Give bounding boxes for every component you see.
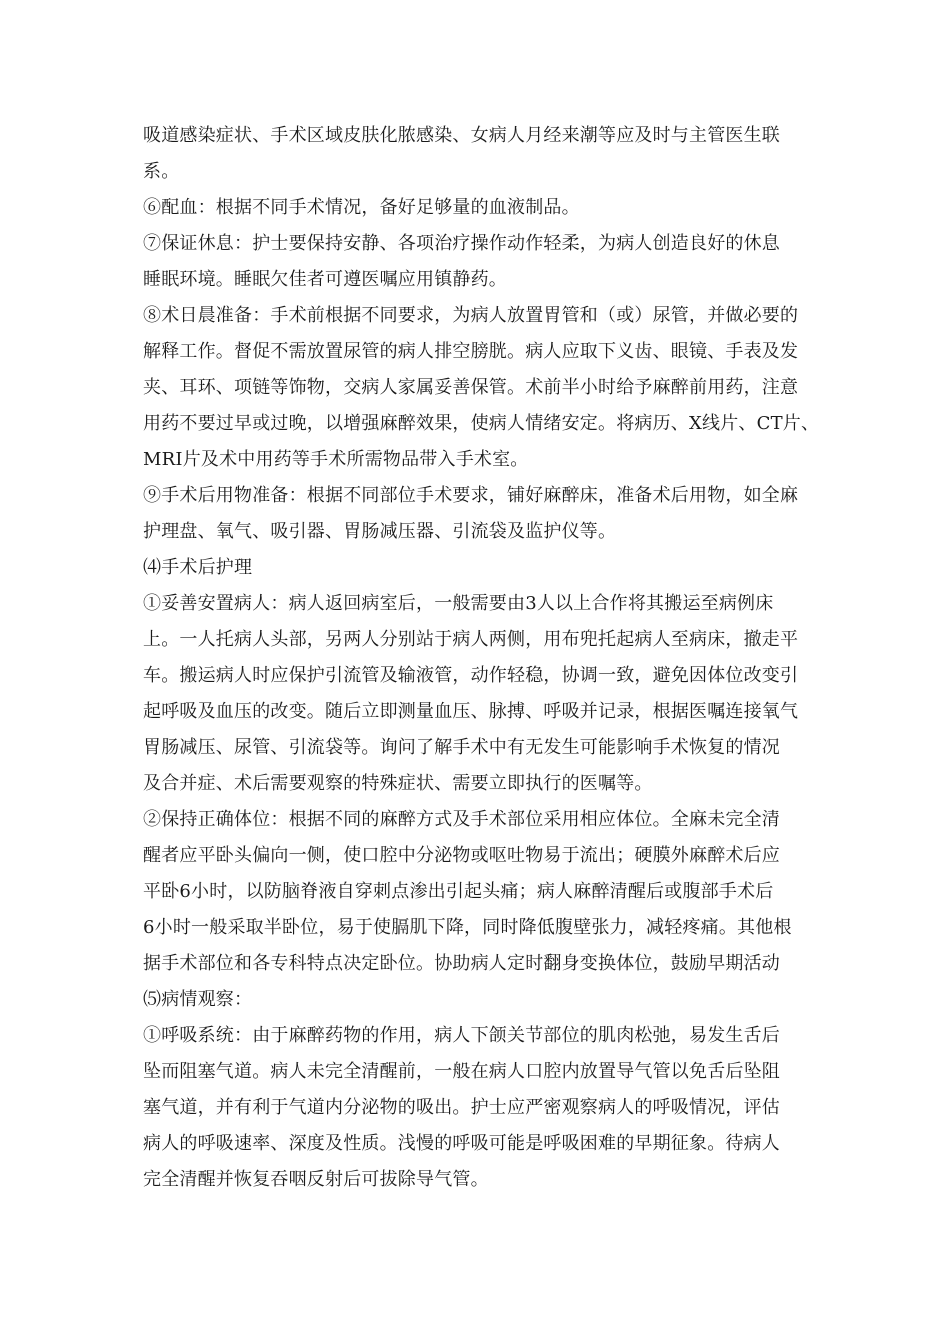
text-line: 用药不要过早或过晚，以增强麻醉效果，使病人情绪安定。将病历、X线片、CT片、 <box>143 413 820 434</box>
text-line: 睡眠环境。睡眠欠佳者可遵医嘱应用镇静药。 <box>143 269 507 290</box>
text-line: 平卧6小时，以防脑脊液自穿刺点渗出引起头痛；病人麻醉清醒后或腹部手术后 <box>143 881 774 902</box>
document-body <box>143 118 820 1198</box>
text-line: ②保持正确体位：根据不同的麻醉方式及手术部位采用相应体位。全麻未完全清 <box>143 809 780 830</box>
text-line: ⑨手术后用物准备：根据不同部位手术要求，铺好麻醉床，准备术后用物，如全麻 <box>143 485 799 506</box>
text-line: 上。一人托病人头部，另两人分别站于病人两侧，用布兜托起病人至病床，撤走平 <box>143 629 799 650</box>
text-line: ⑥配血：根据不同手术情况，备好足够量的血液制品。 <box>143 197 580 218</box>
text-line: ⑦保证休息：护士要保持安静、各项治疗操作动作轻柔，为病人创造良好的休息 <box>143 233 780 254</box>
text-line: 坠而阻塞气道。病人未完全清醒前，一般在病人口腔内放置导气管以免舌后坠阻 <box>143 1061 780 1082</box>
text-line: 塞气道，并有利于气道内分泌物的吸出。护士应严密观察病人的呼吸情况，评估 <box>143 1097 780 1118</box>
text-line: 醒者应平卧头偏向一侧，使口腔中分泌物或呕吐物易于流出；硬膜外麻醉术后应 <box>143 845 780 866</box>
text-line: 解释工作。督促不需放置尿管的病人排空膀胱。病人应取下义齿、眼镜、手表及发 <box>143 341 799 362</box>
text-line: 胃肠减压、尿管、引流袋等。询问了解手术中有无发生可能影响手术恢复的情况 <box>143 737 780 758</box>
text-line: 吸道感染症状、手术区域皮肤化脓感染、女病人月经来潮等应及时与主管医生联 <box>143 125 780 146</box>
text-line: ①妥善安置病人：病人返回病室后，一般需要由3人以上合作将其搬运至病例床 <box>143 593 774 614</box>
text-line: MRI片及术中用药等手术所需物品带入手术室。 <box>143 449 529 470</box>
text-line: 6小时一般采取半卧位，易于使膈肌下降，同时降低腹壁张力，减轻疼痛。其他根 <box>143 917 792 938</box>
text-line: 系。 <box>143 161 180 182</box>
text-line: 病人的呼吸速率、深度及性质。浅慢的呼吸可能是呼吸困难的早期征象。待病人 <box>143 1133 780 1154</box>
text-line: ①呼吸系统：由于麻醉药物的作用，病人下颌关节部位的肌肉松弛，易发生舌后 <box>143 1025 780 1046</box>
section-heading: ⑸病情观察： <box>143 989 253 1010</box>
text-line: 车。搬运病人时应保护引流管及输液管，动作轻稳，协调一致，避免因体位改变引 <box>143 665 799 686</box>
text-line: ⑧术日晨准备：手术前根据不同要求，为病人放置胃管和（或）尿管，并做必要的 <box>143 305 799 326</box>
text-line: 据手术部位和各专科特点决定卧位。协助病人定时翻身变换体位，鼓励早期活动 <box>143 953 780 974</box>
text-line: 夹、耳环、项链等饰物，交病人家属妥善保管。术前半小时给予麻醉前用药，注意 <box>143 377 799 398</box>
text-line: 起呼吸及血压的改变。随后立即测量血压、脉搏、呼吸并记录，根据医嘱连接氧气 <box>143 701 799 722</box>
text-line: 护理盘、氧气、吸引器、胃肠减压器、引流袋及监护仪等。 <box>143 521 617 542</box>
text-line: 及合并症、术后需要观察的特殊症状、需要立即执行的医嘱等。 <box>143 773 653 794</box>
section-heading: ⑷手术后护理 <box>143 557 253 578</box>
text-line: 完全清醒并恢复吞咽反射后可拔除导气管。 <box>143 1169 489 1190</box>
